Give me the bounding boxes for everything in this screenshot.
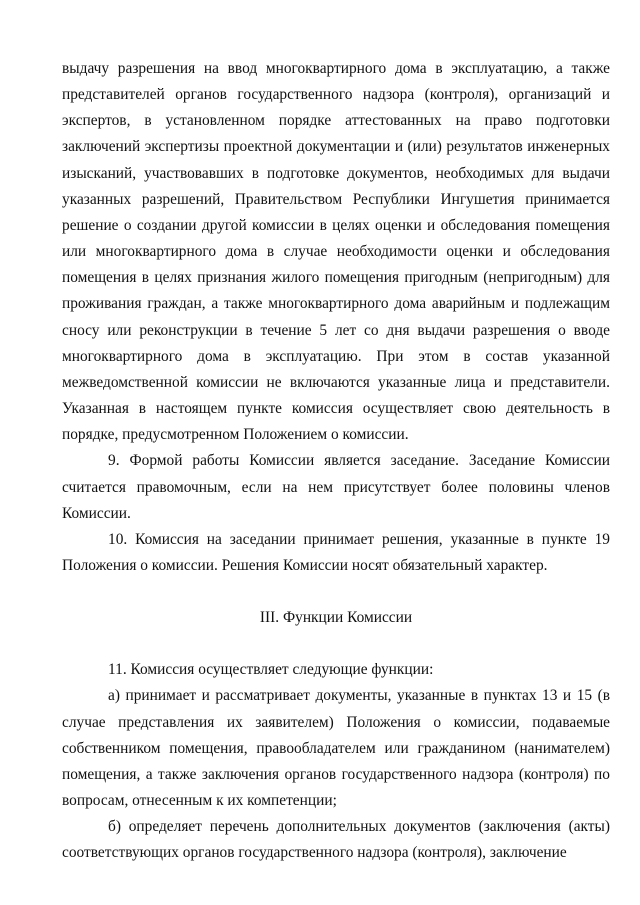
paragraph-continued: выдачу разрешения на ввод многоквартирного дома в эксплуатацию, а также представителей органов государственного надзора (контроля), организаций и экспертов, в установленном порядке аттестованных на право подготовки заключений экспертизы проектной документации и (или) результатов инженерных изысканий, участвовавших в подготовке документов, необходимых для выдачи указанных разрешений, Правительством Республики Ингушетия принимается решение о создании другой комиссии в целях оценки и обследования помещения или многоквартирного дома в случае необходимости оценки и обследования помещения в целях признания жилого помещения пригодным (непригодным) для проживания граждан, а также многоквартирного дома аварийным и подлежащим сносу или реконструкции в течение 5 лет со дня выдачи разрешения о вводе многоквартирного дома в эксплуатацию. При этом в состав указанной межведомственной комиссии не включаются указанные лица и представители. Указанная в настоящем пункте комиссия осуществляет свою деятельность в порядке, предусмотренном Положением о комиссии. [62, 60, 610, 444]
paragraph-item-9: 9. Формой работы Комиссии является заседание. Заседание Комиссии считается правомочным, если на нем присутствует более половины членов Комиссии. [62, 452, 610, 522]
paragraph-item-11: 11. Комиссия осуществляет следующие функции: [108, 661, 434, 679]
document-page [62, 56, 610, 867]
paragraph-item-11b: б) определяет перечень дополнительных документов (заключения (акты) соответствующих органов государственного надзора (контроля), заключение [62, 818, 610, 862]
spacer [62, 579, 610, 605]
paragraph-item-11a: а) принимает и рассматривает документы, указанные в пунктах 13 и 15 (в случае представления их заявителем) Положения о комиссии, подаваемые собственником помещения, правообладателем или гражданином (нанимателем) помещения, а также заключения органов государственного надзора (контроля) по вопросам, отнесенным к их компетенции; [62, 687, 610, 810]
spacer [62, 631, 610, 657]
paragraph-item-10: 10. Комиссия на заседании принимает решения, указанные в пункте 19 Положения о комиссии. Решения Комиссии носят обязательный характер. [62, 530, 610, 574]
section-heading: III. Функции Комиссии [259, 609, 413, 627]
